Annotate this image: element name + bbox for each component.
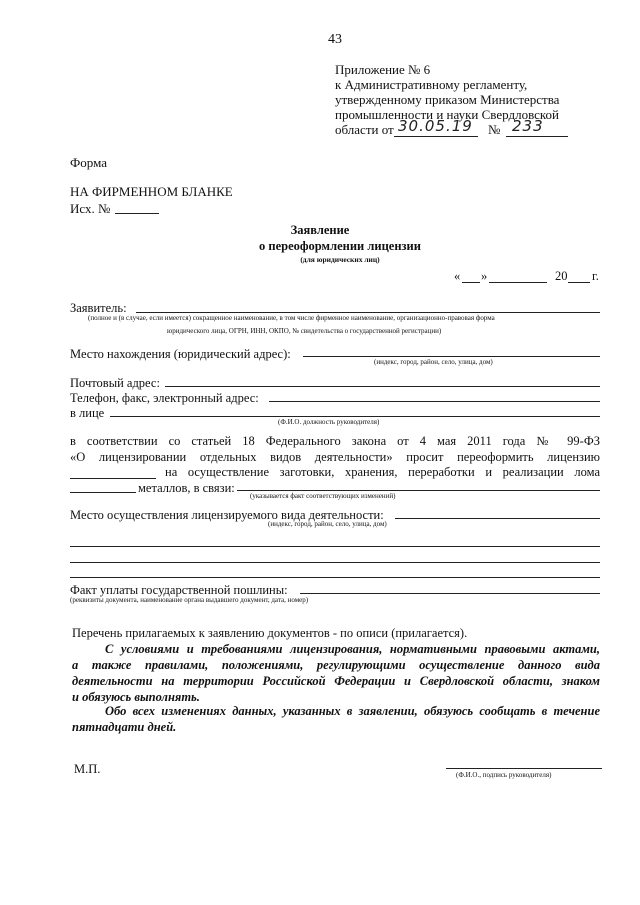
paragraph-line-4: металлов, в связи: [138, 481, 235, 495]
location-label: Место нахождения (юридический адрес): [70, 347, 291, 361]
paragraph-line-2: «О лицензировании отдельных видов деятельности» просит переоформить лицензию [70, 450, 600, 464]
annex-number-handwritten: 233 [512, 117, 544, 135]
fee-label: Факт уплаты государственной пошлины: [70, 583, 288, 597]
paragraph-line-3: на осуществление заготовки, хранения, переработки и реализации лома [165, 465, 600, 479]
statement2-line-2: пятнадцати дней. [72, 720, 177, 734]
outgoing-label: Исх. № [70, 201, 111, 216]
form-label: Форма [70, 155, 107, 170]
title-line-2: о переоформлении лицензии [259, 239, 421, 253]
postal-label: Почтовый адрес: [70, 376, 160, 390]
blank-label: НА ФИРМЕННОМ БЛАНКЕ [70, 184, 233, 199]
annex-date-prefix: области от [335, 122, 394, 137]
paragraph-hint: (указывается факт соответствующих изменений) [250, 492, 396, 500]
statement1-line-4: и обязуюсь выполнять. [72, 690, 200, 704]
fee-hint: (реквизиты документа, наименование органа выдавшего документ, дата, номер) [70, 596, 309, 604]
date-open-quote: « [454, 269, 461, 283]
title-line-1: Заявление [290, 223, 350, 237]
date-close-quote: » [481, 269, 488, 283]
annex-line-2: к Административному регламенту, [335, 77, 528, 92]
page-number: 43 [328, 32, 342, 47]
signature-hint: (Ф.И.О., подпись руководителя) [456, 771, 552, 779]
paragraph-line-1: в соответствии со статьей 18 Федерального закона от 4 мая 2011 года № 99-ФЗ [70, 434, 600, 448]
annex-date-handwritten: 30.05.19 [398, 117, 473, 135]
applicant-label: Заявитель: [70, 301, 127, 315]
attachments-text: Перечень прилагаемых к заявлению документов - по описи (прилагается). [72, 626, 468, 640]
annex-number-label: № [488, 122, 501, 137]
location-hint: (индекс, город, район, село, улица, дом) [374, 358, 493, 366]
date-year: 20 [555, 269, 568, 283]
annex-line-1: Приложение № 6 [335, 62, 431, 77]
annex-line-3: утвержденному приказом Министерства [335, 92, 560, 107]
person-hint: (Ф.И.О. должность руководителя) [278, 418, 380, 426]
applicant-hint-2: юридического лица, ОГРН, ИНН, ОКПО, № свидетельства о государственной регистрации) [167, 327, 442, 335]
annex-line-4: промышленности и науки Свердловской [335, 107, 560, 122]
statement1-line-1: С условиями и требованиями лицензирования, нормативными правовыми актами, [105, 642, 600, 656]
applicant-hint-1: (полное и (в случае, если имеется) сокращенное наименование, в том числе фирменное наименование, организационно-правовая форма [88, 314, 495, 322]
stamp-label: М.П. [74, 762, 101, 776]
title-subtitle: (для юридических лиц) [300, 255, 380, 264]
date-suffix: г. [592, 269, 599, 283]
activity-place-hint: (индекс, город, район, село, улица, дом) [268, 520, 387, 528]
statement1-line-3: деятельности на территории Российской Федерации и Свердловской области, знаком [72, 674, 600, 688]
statement2-line-1: Обо всех изменениях данных, указанных в заявлении, обязуюсь сообщать в течение [105, 704, 600, 718]
activity-place-label: Место осуществления лицензируемого вида деятельности: [70, 508, 384, 522]
person-label: в лице [70, 406, 105, 420]
phone-label: Телефон, факс, электронный адрес: [70, 391, 259, 405]
statement1-line-2: а также правилами, положениями, регулирующими осуществление данного вида [72, 658, 600, 672]
